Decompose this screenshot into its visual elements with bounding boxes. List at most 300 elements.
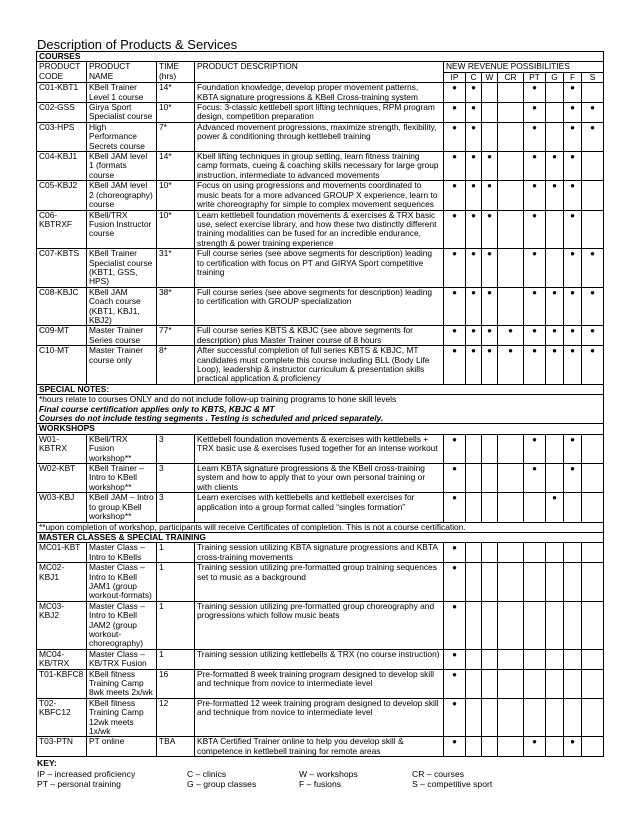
revenue-mark-s (582, 698, 604, 737)
product-code: C06-KBTRXF (37, 210, 87, 249)
product-description: KBTA Certified Trainer online to help you develop skill & competence in kettlebell training for remote areas (195, 737, 444, 757)
revenue-mark-pt: ● (524, 737, 546, 757)
revenue-mark-f: ● (564, 434, 582, 463)
revenue-mark-cr (498, 210, 524, 249)
revenue-mark-cr (498, 249, 524, 288)
header-revenue: NEW REVENUE POSSIBILITIES (444, 62, 604, 72)
header-col-c: C (466, 72, 482, 82)
revenue-mark-c (466, 434, 482, 463)
key-legend (37, 758, 597, 790)
product-code: T03-PTN (37, 737, 87, 757)
revenue-mark-f: ● (564, 346, 582, 385)
revenue-mark-f (564, 649, 582, 669)
revenue-mark-g (546, 601, 564, 649)
revenue-mark-s (582, 601, 604, 649)
workshop-note: **upon completion of workshop, participants will receive Certificates of completion. This is not a course certification. (37, 522, 604, 532)
revenue-mark-w: ● (482, 210, 498, 249)
product-time: TBA (157, 737, 195, 757)
revenue-mark-s: ● (582, 103, 604, 123)
revenue-mark-f: ● (564, 181, 582, 210)
course-row (37, 152, 604, 181)
page-title: Description of Products & Services (37, 37, 238, 52)
header-code: PRODUCT CODE (37, 62, 87, 83)
section-courses: COURSES (37, 52, 604, 62)
product-name: Master Class – Intro to KBells (87, 543, 157, 563)
revenue-mark-f (564, 698, 582, 737)
section-special-notes-row (37, 384, 604, 394)
revenue-mark-s: ● (582, 249, 604, 288)
revenue-mark-w (482, 434, 498, 463)
product-name: Master Class – Intro to KBell JAM1 (group workout-formats) (87, 563, 157, 602)
revenue-mark-ip: ● (444, 249, 466, 288)
revenue-mark-c: ● (466, 83, 482, 103)
revenue-mark-s (582, 649, 604, 669)
revenue-mark-f (564, 669, 582, 698)
revenue-mark-cr: ● (498, 326, 524, 346)
master-class-row (37, 649, 604, 669)
section-workshops-row (37, 424, 604, 434)
revenue-mark-s: ● (582, 326, 604, 346)
revenue-mark-ip: ● (444, 464, 466, 493)
header-col-cr: CR (498, 72, 524, 82)
course-row (37, 103, 604, 123)
course-row (37, 210, 604, 249)
master-class-row (37, 698, 604, 737)
header-desc: PRODUCT DESCRIPTION (195, 62, 444, 83)
note-testing-row (37, 414, 604, 424)
note-certification-row (37, 405, 604, 414)
product-code: C04-KBJ1 (37, 152, 87, 181)
product-code: MC04-KB/TRX (37, 649, 87, 669)
revenue-mark-ip: ● (444, 181, 466, 210)
revenue-mark-c: ● (466, 152, 482, 181)
revenue-mark-w (482, 649, 498, 669)
revenue-mark-cr (498, 669, 524, 698)
product-description: Focus on using progressions and movements coordinated to music beats for a more advanced GROUP X experience, learn to write choreography for simple to complex movement sequences (195, 181, 444, 210)
revenue-mark-pt (524, 669, 546, 698)
note-certification: Final course certification applies only to KBTS, KBJC & MT (37, 405, 604, 414)
revenue-mark-pt: ● (524, 181, 546, 210)
product-description: Training session utilizing pre-formatted group choreography and progressions which follow music beats (195, 601, 444, 649)
product-name: PT online (87, 737, 157, 757)
product-description: Training session utilizing pre-formatted group training sequences set to music as a background (195, 563, 444, 602)
revenue-mark-c: ● (466, 249, 482, 288)
revenue-mark-w (482, 698, 498, 737)
revenue-mark-ip: ● (444, 434, 466, 463)
revenue-mark-f: ● (564, 249, 582, 288)
revenue-mark-pt: ● (524, 249, 546, 288)
revenue-mark-w: ● (482, 152, 498, 181)
revenue-mark-c (466, 493, 482, 522)
product-description: Pre-formatted 8 week training program designed to develop skill and technique from novice to intermediate level (195, 669, 444, 698)
product-time: 12 (157, 698, 195, 737)
revenue-mark-c: ● (466, 103, 482, 123)
revenue-mark-pt: ● (524, 210, 546, 249)
revenue-mark-pt (524, 493, 546, 522)
key-item: S – competitive sport (412, 779, 493, 789)
product-code: MC01-KBT (37, 543, 87, 563)
key-row-1 (37, 769, 597, 780)
revenue-mark-w: ● (482, 181, 498, 210)
revenue-mark-c: ● (466, 326, 482, 346)
product-code: C09-MT (37, 326, 87, 346)
product-time: 31* (157, 249, 195, 288)
revenue-mark-pt (524, 698, 546, 737)
revenue-mark-w: ● (482, 287, 498, 326)
product-code: W01-KBTRX (37, 434, 87, 463)
revenue-mark-cr (498, 493, 524, 522)
revenue-mark-ip: ● (444, 737, 466, 757)
course-row (37, 249, 604, 288)
revenue-mark-s (582, 83, 604, 103)
course-row (37, 181, 604, 210)
key-item: PT – personal training (37, 779, 121, 789)
product-description: Kbell lifting techniques in group setting, learn fitness training camp formats, cueing & coaching skills necessary for large group instruction, intermediate to advanced movements (195, 152, 444, 181)
revenue-mark-pt: ● (524, 434, 546, 463)
product-name: KBell fitness Training Camp 8wk meets 2x/wk (87, 669, 157, 698)
revenue-mark-s (582, 737, 604, 757)
revenue-mark-w (482, 493, 498, 522)
revenue-mark-pt (524, 543, 546, 563)
revenue-mark-c: ● (466, 287, 482, 326)
revenue-mark-f: ● (564, 152, 582, 181)
master-class-row (37, 563, 604, 602)
revenue-mark-cr (498, 601, 524, 649)
revenue-mark-f: ● (564, 103, 582, 123)
product-description: Learn kettlebell foundation movements & exercises & TRX basic use, select exercise library, and how these two distinctly different training modalities can be fused for an incredible endurance, strength & power training experience (195, 210, 444, 249)
product-name: High Performance Secrets course (87, 122, 157, 151)
product-name: KBell JAM level 2 (choreography) course (87, 181, 157, 210)
course-row (37, 287, 604, 326)
key-item: G – group classes (187, 779, 257, 789)
workshop-row (37, 464, 604, 493)
revenue-mark-cr (498, 287, 524, 326)
key-item: IP – increased proficiency (37, 768, 136, 779)
revenue-mark-c (466, 698, 482, 737)
revenue-mark-g: ● (546, 326, 564, 346)
revenue-mark-pt: ● (524, 464, 546, 493)
revenue-mark-g (546, 249, 564, 288)
revenue-mark-c (466, 649, 482, 669)
product-code: C08-KBJC (37, 287, 87, 326)
revenue-mark-ip: ● (444, 649, 466, 669)
header-col-s: S (582, 72, 604, 82)
workshop-row (37, 493, 604, 522)
revenue-mark-pt: ● (524, 346, 546, 385)
revenue-mark-f (564, 563, 582, 602)
product-name: Girya Sport Specialist course (87, 103, 157, 123)
master-class-row (37, 543, 604, 563)
revenue-mark-cr (498, 563, 524, 602)
revenue-mark-w (482, 464, 498, 493)
revenue-mark-ip: ● (444, 83, 466, 103)
revenue-mark-g: ● (546, 346, 564, 385)
revenue-mark-c (466, 669, 482, 698)
revenue-mark-w (482, 601, 498, 649)
product-code: C01-KBT1 (37, 83, 87, 103)
revenue-mark-pt: ● (524, 287, 546, 326)
key-item: W – workshops (299, 768, 358, 779)
product-code: MC03-KBJ2 (37, 601, 87, 649)
section-master-classes-row (37, 532, 604, 542)
product-code: T02-KBFC12 (37, 698, 87, 737)
revenue-mark-w (482, 103, 498, 123)
product-time: 10* (157, 181, 195, 210)
course-row (37, 326, 604, 346)
revenue-mark-pt: ● (524, 103, 546, 123)
revenue-mark-g: ● (546, 152, 564, 181)
key-row-2 (37, 779, 597, 790)
revenue-mark-c: ● (466, 346, 482, 385)
revenue-mark-f: ● (564, 464, 582, 493)
product-description: Kettlebell foundation movements & exercises with kettlebells + TRX basic use & exercises fused together for an intense workout (195, 434, 444, 463)
course-row (37, 83, 604, 103)
revenue-mark-pt (524, 563, 546, 602)
revenue-mark-f (564, 601, 582, 649)
products-table (36, 51, 604, 757)
product-time: 77* (157, 326, 195, 346)
revenue-mark-ip: ● (444, 563, 466, 602)
product-name: KBell JAM Coach course (KBT1, KBJ1, KBJ2) (87, 287, 157, 326)
product-description: Learn KBTA signature progressions & the KBell cross-training system and how to apply that to your own personal training or with clients (195, 464, 444, 493)
revenue-mark-s (582, 181, 604, 210)
revenue-mark-s (582, 669, 604, 698)
revenue-mark-ip: ● (444, 122, 466, 151)
product-name: Master Trainer Series course (87, 326, 157, 346)
product-time: 1 (157, 543, 195, 563)
product-time: 8* (157, 346, 195, 385)
product-time: 16 (157, 669, 195, 698)
course-row (37, 346, 604, 385)
product-time: 3 (157, 434, 195, 463)
product-name: KBell JAM – Intro to group KBell workshop** (87, 493, 157, 522)
revenue-mark-cr (498, 181, 524, 210)
product-time: 10* (157, 103, 195, 123)
product-description: After successful completion of full series KBTS & KBJC, MT candidates must complete this course including BLL (Body Life Loop), leadership & instructor curriculum & presentation skills practical application & proficiency (195, 346, 444, 385)
header-col-g: G (546, 72, 564, 82)
master-class-row (37, 737, 604, 757)
revenue-mark-f: ● (564, 83, 582, 103)
product-description: Training session utilizing kettlebells & TRX (no course instruction) (195, 649, 444, 669)
revenue-mark-g (546, 698, 564, 737)
note-hours-row (37, 395, 604, 405)
revenue-mark-ip: ● (444, 601, 466, 649)
product-name: Master Class – KB/TRX Fusion (87, 649, 157, 669)
revenue-mark-f: ● (564, 210, 582, 249)
product-name: KBell fitness Training Camp 12wk meets 1x/wk (87, 698, 157, 737)
revenue-mark-w (482, 83, 498, 103)
revenue-mark-s: ● (582, 122, 604, 151)
header-col-ip: IP (444, 72, 466, 82)
revenue-mark-c (466, 601, 482, 649)
product-time: 14* (157, 83, 195, 103)
product-description: Advanced movement progressions, maximize strength, flexibility, power & conditioning through kettlebell training (195, 122, 444, 151)
revenue-mark-s (582, 152, 604, 181)
revenue-mark-ip: ● (444, 326, 466, 346)
revenue-mark-s (582, 563, 604, 602)
course-row (37, 122, 604, 151)
revenue-mark-ip: ● (444, 698, 466, 737)
header-time: TIME (hrs) (157, 62, 195, 83)
product-name: KBell/TRX Fusion Instructor course (87, 210, 157, 249)
revenue-mark-w (482, 543, 498, 563)
revenue-mark-cr (498, 737, 524, 757)
revenue-mark-cr (498, 152, 524, 181)
product-time: 1 (157, 649, 195, 669)
product-name: Master Class – Intro to KBell JAM2 (group workout-choreography) (87, 601, 157, 649)
section-workshops: WORKSHOPS (37, 424, 604, 434)
revenue-mark-c (466, 563, 482, 602)
product-name: KBell Trainer – Intro to KBell workshop** (87, 464, 157, 493)
revenue-mark-w (482, 669, 498, 698)
revenue-mark-g: ● (546, 287, 564, 326)
revenue-mark-ip: ● (444, 346, 466, 385)
revenue-mark-s: ● (582, 287, 604, 326)
product-time: 3 (157, 464, 195, 493)
revenue-mark-c: ● (466, 210, 482, 249)
revenue-mark-cr (498, 543, 524, 563)
revenue-mark-c (466, 464, 482, 493)
product-time: 10* (157, 210, 195, 249)
product-time: 1 (157, 601, 195, 649)
revenue-mark-w (482, 122, 498, 151)
master-class-row (37, 669, 604, 698)
revenue-mark-g: ● (546, 493, 564, 522)
revenue-mark-pt: ● (524, 122, 546, 151)
revenue-mark-cr (498, 434, 524, 463)
product-code: C10-MT (37, 346, 87, 385)
revenue-mark-ip: ● (444, 287, 466, 326)
key-item: C – clinics (187, 768, 227, 779)
product-time: 3 (157, 493, 195, 522)
product-description: Full course series (see above segments for description) leading to certification with GROUP specialization (195, 287, 444, 326)
revenue-mark-cr (498, 83, 524, 103)
revenue-mark-w: ● (482, 326, 498, 346)
revenue-mark-s (582, 543, 604, 563)
product-name: KBell/TRX Fusion workshop** (87, 434, 157, 463)
revenue-mark-g (546, 464, 564, 493)
revenue-mark-g (546, 669, 564, 698)
product-time: 14* (157, 152, 195, 181)
revenue-mark-ip: ● (444, 103, 466, 123)
product-code: C05-KBJ2 (37, 181, 87, 210)
note-hours: *hours relate to courses ONLY and do not include follow-up training programs to hone skill levels (37, 395, 604, 405)
revenue-mark-g (546, 122, 564, 151)
product-description: Full course series KBTS & KBJC (see above segments for description) plus Master Trainer course of 8 hours (195, 326, 444, 346)
revenue-mark-ip: ● (444, 493, 466, 522)
revenue-mark-pt: ● (524, 152, 546, 181)
revenue-mark-g (546, 434, 564, 463)
revenue-mark-s (582, 493, 604, 522)
revenue-mark-g (546, 210, 564, 249)
product-time: 1 (157, 563, 195, 602)
revenue-mark-g (546, 563, 564, 602)
workshop-note-row (37, 522, 604, 532)
key-item: CR – courses (412, 768, 465, 779)
product-code: W02-KBT (37, 464, 87, 493)
section-master-classes: MASTER CLASSES & SPECIAL TRAINING (37, 532, 604, 542)
revenue-mark-s (582, 464, 604, 493)
revenue-mark-s (582, 210, 604, 249)
header-row (37, 62, 604, 72)
revenue-mark-g: ● (546, 181, 564, 210)
product-code: C07-KBTS (37, 249, 87, 288)
revenue-mark-ip: ● (444, 152, 466, 181)
product-code: C02-GSS (37, 103, 87, 123)
revenue-mark-w (482, 737, 498, 757)
revenue-mark-cr (498, 103, 524, 123)
revenue-mark-c: ● (466, 122, 482, 151)
revenue-mark-cr: ● (498, 346, 524, 385)
revenue-mark-cr (498, 649, 524, 669)
header-col-w: W (482, 72, 498, 82)
product-code: T01-KBFC8 (37, 669, 87, 698)
master-class-row (37, 601, 604, 649)
key-item: F – fusions (299, 779, 342, 789)
revenue-mark-f (564, 543, 582, 563)
product-description: Focus: 3-classic kettlebell sport lifting techniques, RPM program design, competition preparation (195, 103, 444, 123)
header-col-pt: PT (524, 72, 546, 82)
revenue-mark-ip: ● (444, 669, 466, 698)
revenue-mark-g (546, 543, 564, 563)
product-time: 38* (157, 287, 195, 326)
revenue-mark-c (466, 543, 482, 563)
revenue-mark-w: ● (482, 346, 498, 385)
product-name: KBell Trainer Level 1 course (87, 83, 157, 103)
revenue-mark-cr (498, 698, 524, 737)
key-title: KEY: (37, 758, 57, 768)
section-special-notes: SPECIAL NOTES: (37, 384, 604, 394)
product-name: KBell JAM level 1 (formats course (87, 152, 157, 181)
revenue-mark-f: ● (564, 737, 582, 757)
product-name: KBell Trainer Specialist course (KBT1, GSS, HPS) (87, 249, 157, 288)
revenue-mark-s (582, 434, 604, 463)
revenue-mark-c: ● (466, 181, 482, 210)
revenue-mark-g (546, 737, 564, 757)
revenue-mark-s: ● (582, 346, 604, 385)
product-description: Learn exercises with kettlebells and kettlebell exercises for application into a group format called “singles formation” (195, 493, 444, 522)
revenue-mark-c (466, 737, 482, 757)
revenue-mark-w (482, 563, 498, 602)
product-name: Master Trainer course only (87, 346, 157, 385)
revenue-mark-f: ● (564, 122, 582, 151)
header-col-f: F (564, 72, 582, 82)
product-code: W03-KBJ (37, 493, 87, 522)
revenue-mark-cr (498, 464, 524, 493)
revenue-mark-w: ● (482, 249, 498, 288)
revenue-mark-g (546, 83, 564, 103)
product-description: Foundation knowledge, develop proper movement patterns, KBTA signature progressions & KBell Cross-training system (195, 83, 444, 103)
revenue-mark-ip: ● (444, 210, 466, 249)
revenue-mark-cr (498, 122, 524, 151)
revenue-mark-g (546, 649, 564, 669)
header-name: PRODUCT NAME (87, 62, 157, 83)
revenue-mark-f (564, 493, 582, 522)
note-testing: Courses do not include testing segments . Testing is scheduled and priced separately. (37, 414, 604, 424)
product-description: Training session utilizing KBTA signature progressions and KBTA cross-training movements (195, 543, 444, 563)
product-code: C03-HPS (37, 122, 87, 151)
revenue-mark-g (546, 103, 564, 123)
revenue-mark-pt (524, 601, 546, 649)
revenue-mark-pt: ● (524, 326, 546, 346)
revenue-mark-f: ● (564, 287, 582, 326)
revenue-mark-f: ● (564, 326, 582, 346)
product-code: MC02-KBJ1 (37, 563, 87, 602)
workshop-row (37, 434, 604, 463)
revenue-mark-pt (524, 649, 546, 669)
product-description: Full course series (see above segments for description) leading to certification with focus on PT and GIRYA Sport competitive training (195, 249, 444, 288)
product-time: 7* (157, 122, 195, 151)
